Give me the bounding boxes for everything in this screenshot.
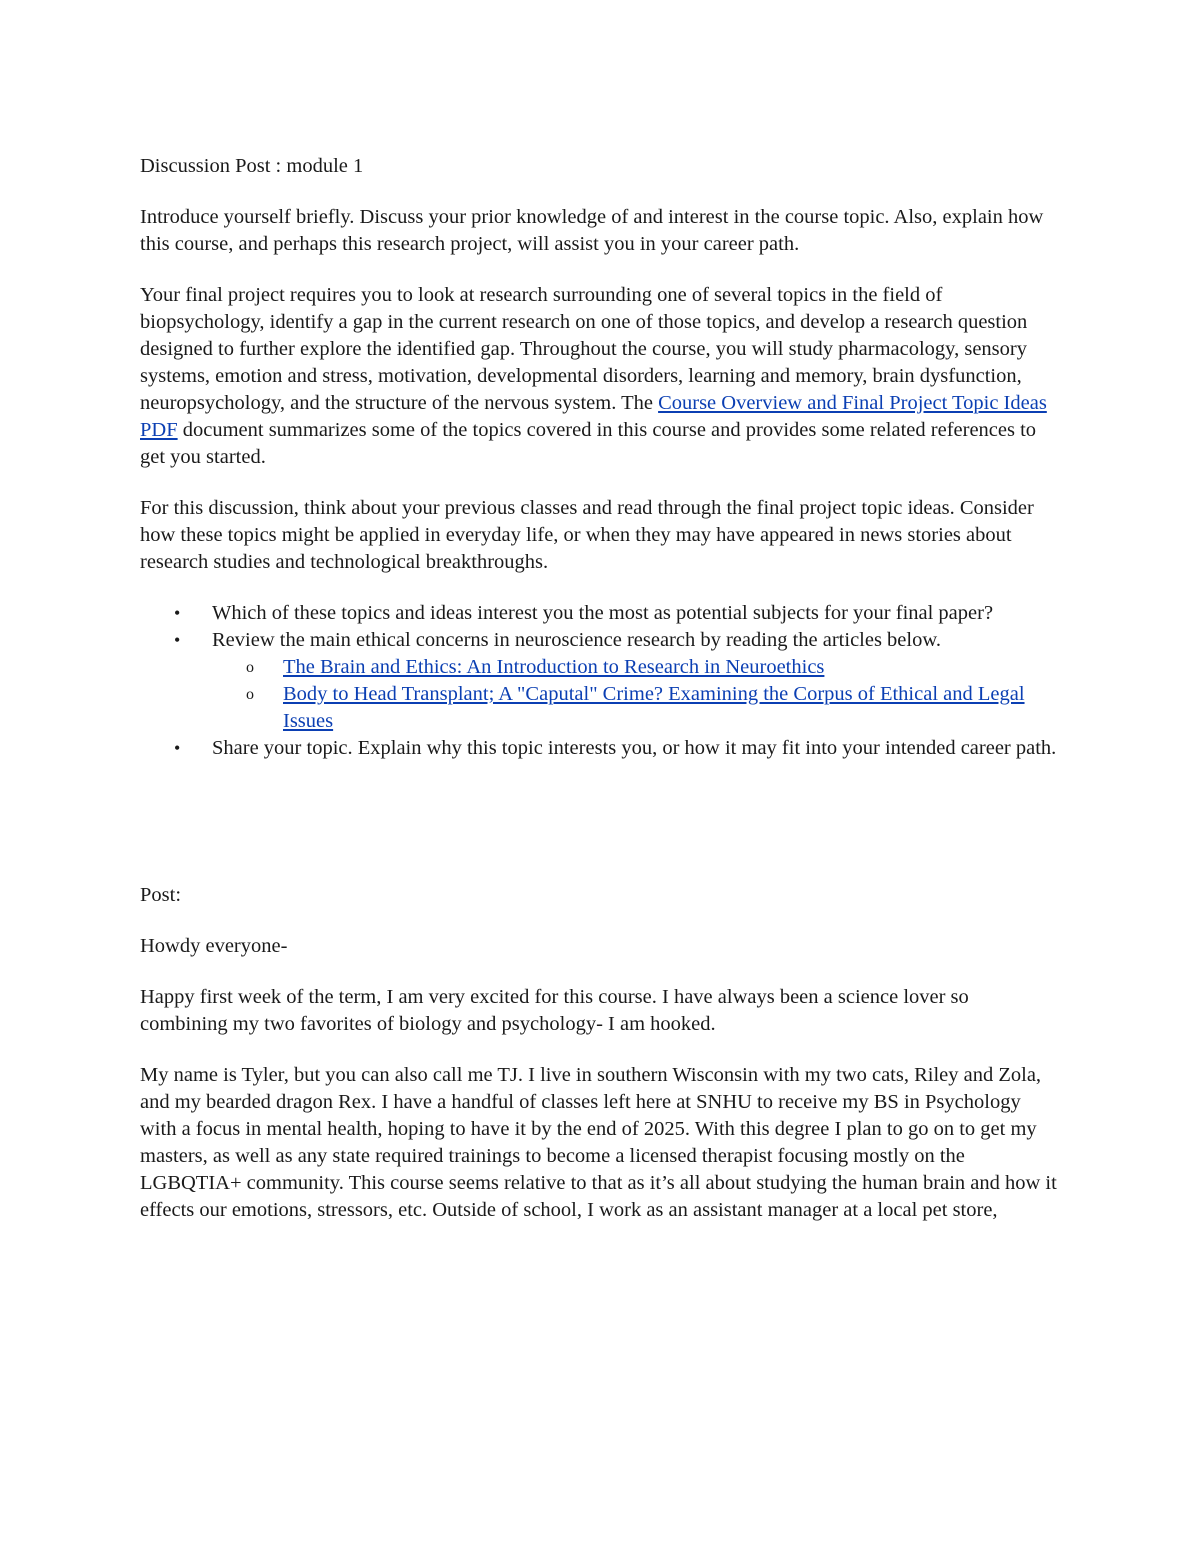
bullet-text: Share your topic. Explain why this topic interests you, or how it may fit into your intended career path. — [212, 737, 1057, 759]
list-item — [140, 627, 1060, 735]
final-project-text: Your final project requires you to look at research surrounding one of several topics in the field of biopsychology, identify a gap in the current research on one of those topics, and develop a research question designed to further explore the identified gap. Throughout the course, you will study pharmacology, sensory systems, emotion and stress, motivation, developmental disorders, learning and memory, brain dysfunction, neuropsychology, and the structure of the nervous system. The — [140, 284, 1028, 414]
post-paragraph-2: My name is Tyler, but you can also call me TJ. I live in southern Wisconsin with my two cats, Riley and Zola, and my bearded dragon Rex. I have a handful of classes left here at SNHU to receive my BS in Psychology with a focus in mental health, hoping to have it by the end of 2025. With this degree I plan to go on to get my masters, as well as any state required trainings to become a licensed therapist focusing mostly on the LGBQTIA+ community. This course seems relative to that as it’s all about studying the human brain and how it effects our emotions, stressors, etc. Outside of school, I work as an assistant manager at a local pet store, — [140, 1064, 1057, 1221]
prompt-final-project — [140, 282, 1060, 471]
list-item — [140, 735, 1060, 762]
prompt-discussion: For this discussion, think about your previous classes and read through the final project topic ideas. Consider how these topics might be applied in everyday life, or when they may have appeared in news stories about research studies and technological breakthroughs. — [140, 497, 1034, 573]
post-label: Post: — [140, 884, 182, 906]
bullet-text: Which of these topics and ideas interest you the most as potential subjects for your final paper? — [212, 602, 994, 624]
brain-ethics-article-link[interactable]: The Brain and Ethics: An Introduction to Research in Neuroethics — [283, 656, 825, 678]
prompt-bullet-list — [140, 600, 1060, 762]
course-overview-link[interactable]: Course Overview and Final Project Topic Ideas PDF — [140, 392, 1047, 441]
document-title: Discussion Post : module 1 — [140, 155, 364, 177]
final-project-text-after: document summarizes some of the topics covered in this course and provides some related references to get you started. — [140, 419, 1037, 468]
post-paragraph-1: Happy first week of the term, I am very excited for this course. I have always been a science lover so combining my two favorites of biology and psychology- I am hooked. — [140, 986, 969, 1035]
sub-bullet-icon: o — [246, 659, 254, 676]
bullet-icon: • — [174, 603, 181, 623]
sub-bullet-icon: o — [246, 686, 254, 703]
list-item — [212, 681, 1060, 735]
article-link-list — [212, 654, 1060, 735]
section-spacer — [140, 762, 1060, 882]
document-page — [140, 153, 1060, 1248]
prompt-intro: Introduce yourself briefly. Discuss your prior knowledge of and interest in the course topic. Also, explain how this course, and perhaps this research project, will assist you in your career path. — [140, 206, 1044, 255]
head-transplant-article-link[interactable]: Body to Head Transplant; A "Caputal" Crime? Examining the Corpus of Ethical and Legal Issues — [283, 683, 1025, 732]
list-item — [212, 654, 1060, 681]
bullet-text: Review the main ethical concerns in neuroscience research by reading the articles below. — [212, 629, 941, 651]
post-greeting: Howdy everyone- — [140, 935, 288, 957]
bullet-icon: • — [174, 738, 181, 758]
bullet-icon: • — [174, 630, 181, 650]
list-item — [140, 600, 1060, 627]
